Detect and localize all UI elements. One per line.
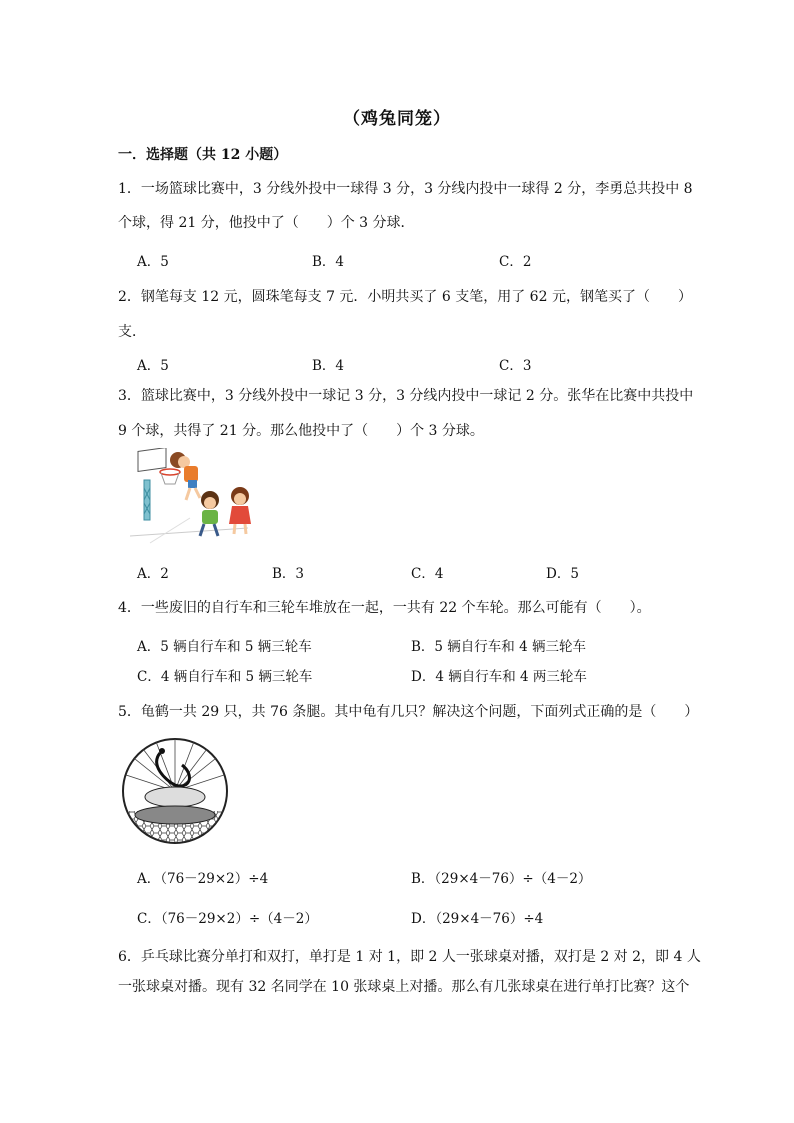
question-3-option-c: C．4	[411, 566, 444, 582]
page-title: （鸡兔同笼）	[343, 109, 451, 129]
question-2-option-c: C．3	[499, 358, 532, 374]
question-2-line-2: 支．	[118, 324, 146, 340]
question-6-line-2: 一张球桌对播。现有 32 名同学在 10 张球桌上对播。那么有几张球桌在进行单打比赛？这个	[118, 979, 690, 995]
basketball-illustration	[120, 448, 255, 546]
question-5-option-d: D．（29×4－76）÷4	[411, 911, 544, 927]
question-5-option-c: C．（76－29×2）÷（4－2）	[137, 911, 318, 927]
question-2-line-1: 2．钢笔每支 12 元，圆珠笔每支 7 元．小明共买了 6 支笔，用了 62 元，钢笔买了（ ）	[118, 289, 692, 305]
question-6-line-1: 6．乒乓球比赛分单打和双打，单打是 1 对 1，即 2 人一张球桌对播，双打是 2 对 2，即 4 人	[118, 949, 701, 965]
question-3-option-d: D．5	[546, 566, 579, 582]
question-1-line-1: 1．一场篮球比赛中，3 分线外投中一球得 3 分，3 分线内投中一球得 2 分，李勇总共投中 8	[118, 181, 693, 197]
question-1-option-a: A．5	[137, 254, 169, 270]
question-4-line-1: 4．一些废旧的自行车和三轮车堆放在一起，一共有 22 个车轮。那么可能有（ ）。	[118, 600, 651, 616]
question-4-option-c: C．4 辆自行车和 5 辆三轮车	[137, 669, 313, 685]
question-3-option-b: B．3	[272, 566, 305, 582]
question-2-option-b: B．4	[312, 358, 345, 374]
question-3-line-2: 9 个球，共得了 21 分。那么他投中了（ ）个 3 分球。	[118, 423, 484, 439]
question-3-line-1: 3．篮球比赛中，3 分线外投中一球记 3 分，3 分线内投中一球记 2 分。张华在比赛中共投中	[118, 388, 694, 404]
question-1-line-2: 个球，得 21 分，他投中了（ ）个 3 分球．	[118, 215, 415, 231]
section-heading: 一．选择题（共 12 小题）	[118, 147, 288, 163]
question-1-option-c: C．2	[499, 254, 532, 270]
question-5-option-b: B．（29×4－76）÷（4－2）	[411, 871, 592, 887]
question-4-option-b: B．5 辆自行车和 4 辆三轮车	[411, 639, 586, 655]
question-3-option-a: A．2	[137, 566, 169, 582]
question-2-option-a: A．5	[137, 358, 169, 374]
question-4-option-a: A．5 辆自行车和 5 辆三轮车	[137, 639, 312, 655]
question-5-line-1: 5．龟鹤一共 29 只，共 76 条腿。其中龟有几只？解决这个问题，下面列式正确的是（ ）	[118, 704, 699, 720]
question-5-option-a: A．（76－29×2）÷4	[137, 871, 269, 887]
question-1-option-b: B．4	[312, 254, 345, 270]
crane-turtle-emblem	[120, 735, 230, 847]
question-4-option-d: D．4 辆自行车和 4 两三轮车	[411, 669, 587, 685]
